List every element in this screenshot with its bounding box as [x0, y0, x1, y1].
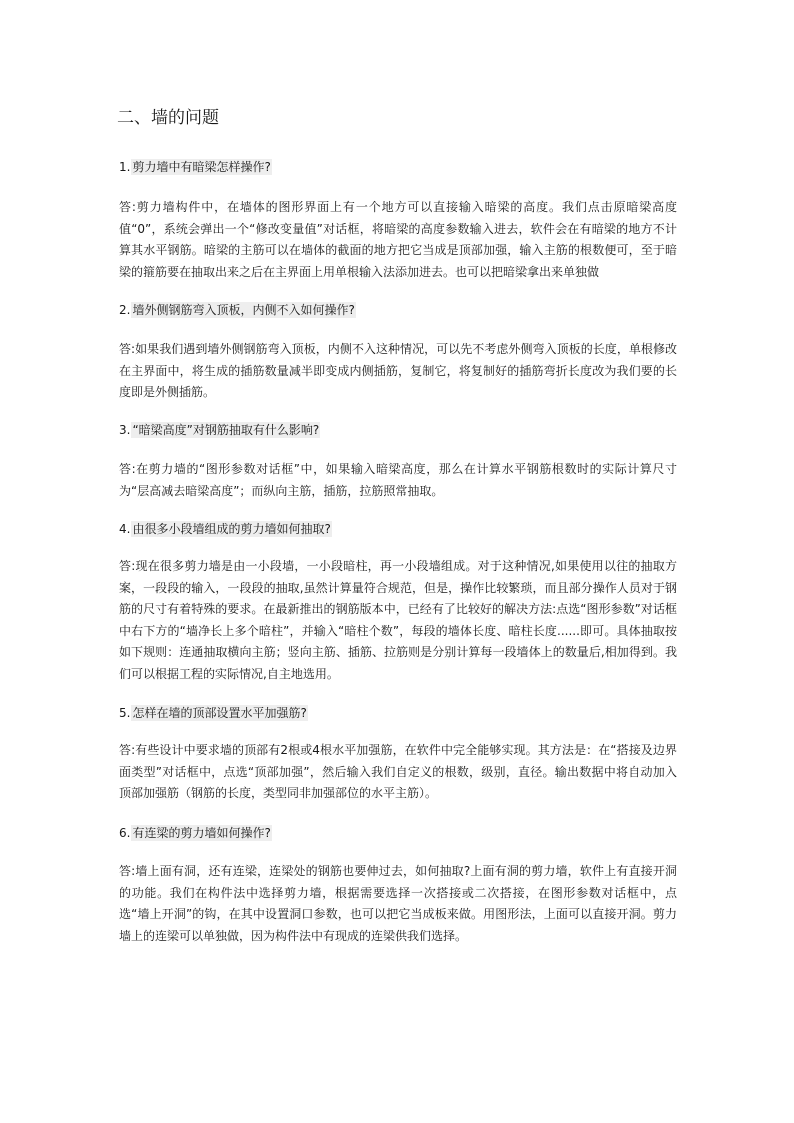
answer-5: 答:有些设计中要求墙的顶部有2根或4根水平加强筋，在软件中完全能够实现。其方法是：在“搭接及边界面类型”对话框中，点选“顶部加强”，然后输入我们自定义的根数，级别，直径。输出数据中将自动加入顶部加强筋（钢筋的长度，类型同非加强部位的水平主筋）。: [119, 743, 677, 801]
question-number: 6.: [119, 826, 131, 840]
question-number: 5.: [119, 706, 131, 720]
question-5: [119, 705, 308, 721]
question-number: 3.: [119, 423, 131, 437]
question-4: [119, 521, 332, 537]
question-1: [119, 159, 272, 175]
question-number: 1.: [119, 160, 131, 174]
answer-4: 答:现在很多剪力墙是由一小段墙，一小段暗柱，再一小段墙组成。对于这种情况,如果使用以往的抽取方案，一段段的输入，一段段的抽取,虽然计算量符合规范，但是，操作比较繁琐，而且部分操作人员对于钢筋的尺寸有着特殊的要求。在最新推出的钢筋版本中，已经有了比较好的解决方法:点选“图形参数”对话框中右下方的“墙净长上多个暗柱”，并输入“暗柱个数”，每段的墙体长度、暗柱长度......即可。具体抽取按如下规则：连通抽取横向主筋；竖向主筋、插筋、拉筋则是分别计算每一段墙体上的数量后,相加得到。我们可以根据工程的实际情况,自主地选用。: [119, 559, 677, 681]
question-2: [119, 302, 356, 318]
question-3: [119, 422, 320, 438]
question-6: [119, 825, 272, 841]
question-text: “暗梁高度”对钢筋抽取有什么影响?: [132, 423, 320, 437]
question-text: 怎样在墙的顶部设置水平加强筋?: [132, 706, 307, 720]
question-text: 剪力墙中有暗梁怎样操作?: [132, 160, 271, 174]
question-text: 墙外侧钢筋弯入顶板，内侧不入如何操作?: [132, 303, 355, 317]
answer-2: 答:如果我们遇到墙外侧钢筋弯入顶板，内侧不入这种情况，可以先不考虑外侧弯入顶板的长度，单根修改在主界面中，将生成的插筋数量减半即变成内侧插筋，复制它，将复制好的插筋弯折长度改为我们要的长度即是外侧插筋。: [119, 342, 677, 400]
question-number: 2.: [119, 303, 131, 317]
question-text: 由很多小段墙组成的剪力墙如何抽取?: [132, 522, 331, 536]
question-text: 有连梁的剪力墙如何操作?: [132, 826, 271, 840]
question-number: 4.: [119, 522, 131, 536]
answer-6: 答:墙上面有洞，还有连梁，连梁处的钢筋也要伸过去，如何抽取?上面有洞的剪力墙，软件上有直接开洞的功能。我们在构件法中选择剪力墙，根据需要选择一次搭接或二次搭接，在图形参数对话框中，点选“墙上开洞”的钩，在其中设置洞口参数，也可以把它当成板来做。用图形法，上面可以直接开洞。剪力墙上的连梁可以单独做，因为构件法中有现成的连梁供我们选择。: [119, 864, 677, 943]
answer-3: 答:在剪力墙的“图形参数对话框”中，如果输入暗梁高度，那么在计算水平钢筋根数时的实际计算尺寸为“层高减去暗梁高度”；而纵向主筋，插筋，拉筋照常抽取。: [119, 462, 677, 498]
section-title: 二、墙的问题: [117, 108, 219, 128]
answer-1: 答:剪力墙构件中，在墙体的图形界面上有一个地方可以直接输入暗梁的高度。我们点击原暗梁高度值“0”，系统会弹出一个“修改变量值”对话框，将暗梁的高度参数输入进去，软件会在有暗梁的地方不计算其水平钢筋。暗梁的主筋可以在墙体的截面的地方把它当成是顶部加强，输入主筋的根数便可，至于暗梁的箍筋要在抽取出来之后在主界面上用单根输入法添加进去。也可以把暗梁拿出来单独做: [119, 200, 677, 279]
